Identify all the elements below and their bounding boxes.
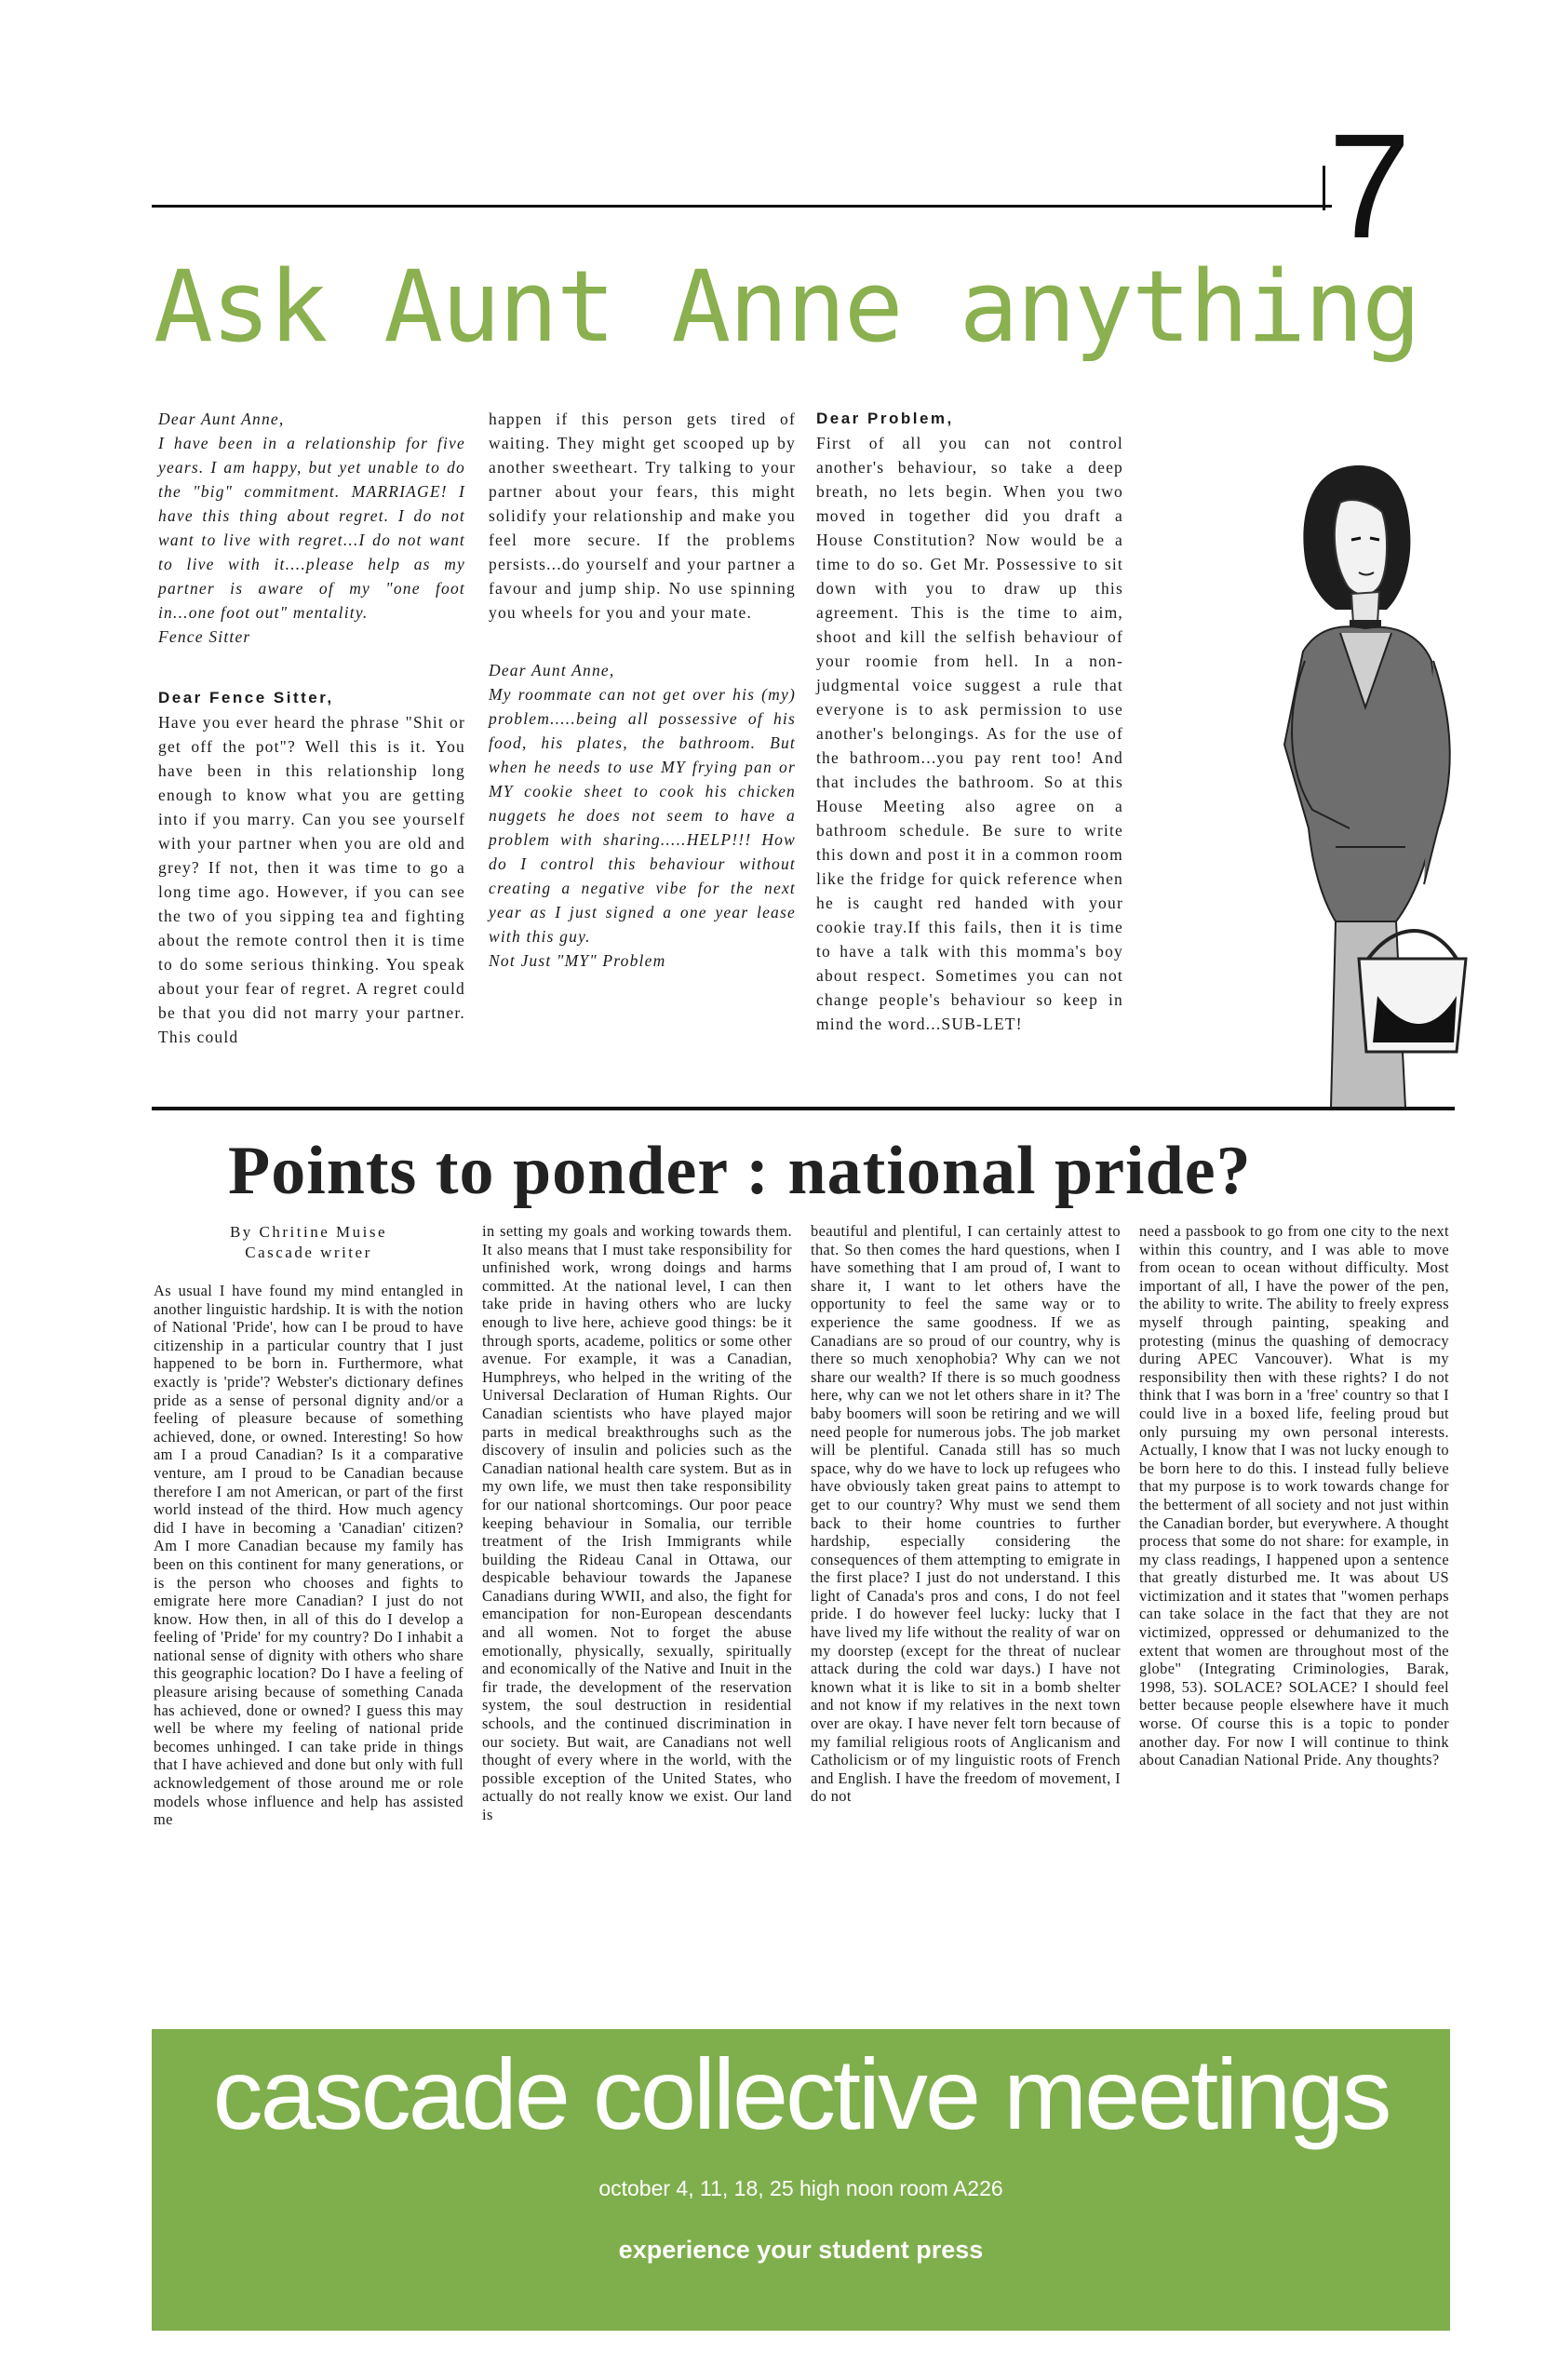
woman-with-handbag-illustration	[1247, 437, 1471, 1108]
section-divider	[152, 1107, 1455, 1110]
article-text-col3: beautiful and plentiful, I can certainly attest to that. So then comes the hard questions, when I have something that I am proud of, I want to share it, I want to let others have the opportunity to feel the same way or to experience the same goodness. If we as Canadians are so proud of our country, why is there so much xenophobia? Why can we not share our wealth? If there is so much goodness here, why can we not let others share in it? The baby boomers will soon be retiring and we will need people for numerous jobs. The job market will be plentiful. Canada still has so much space, why do we have to lock up refugees who have obviously taken great pains to attempt to get to our country? Why must we send them back to their home countries to further hardship, especially considering the consequences of them attempting to emigrate in the first place? I just do not understand. I this light of Canada's pros and cons, I do not feel pride. I do however feel lucky: lucky that I have lived my life without the reality of war on my doorstep (except for the threat of nuclear attack during the cold war days.) I have not known what it is like to sit in a bomb shelter and not know if my relatives in the next town over are okay. I have never felt torn because of my familial religious roots of Anglicanism and Catholicism or of my linguistic roots of French and English. I have the freedom of movement, I do not	[811, 1222, 1121, 1806]
letter2-salutation: Dear Aunt Anne,	[489, 661, 615, 679]
ask-column-1	[158, 407, 465, 1049]
letter2-body: My roommate can not get over his (my) problem.....being all possessive of his food, his plates, the bathroom. But when he needs to use MY frying pan or MY cookie sheet to cook his chicken nuggets he does not seem to have a problem with sharing.....HELP!!! How do I control this behaviour without creating a negative vibe for the next year as I just signed a one year lease with this guy.	[489, 685, 796, 946]
points-column-3	[811, 1222, 1121, 1806]
byline: By Chritine Muise	[229, 1223, 388, 1241]
reply2-body: First of all you can not control another's behaviour, so take a deep breath, no lets begin. When you two moved in together did you draft a House Constitution? Now would be a time to do so. Get Mr. Possessive to sit down with you to draw up this agreement. This is the time to aim, shoot and kill the selfish behaviour of your roomie from hell. In a non-judgmental voice suggest a rule that everyone is to ask permission to use another's belongings. As for the use of the bathroom...you pay rent too! And that includes the bathroom. So at this House Meeting also agree on a bathroom schedule. Be sure to write this down and post it in a common room like the fridge for quick reference when he is caught red handed with your cookie tray.If this fails, then it is time to have a talk with this momma's boy about respect. Sometimes you can not change people's behaviour so keep in mind the word...SUB-LET!	[816, 434, 1123, 1033]
meetings-banner	[152, 2029, 1450, 2331]
ask-column-2	[489, 407, 796, 973]
banner-slogan: experience your student press	[618, 2236, 984, 2264]
banner-title: cascade collective meetings	[212, 2037, 1390, 2150]
points-column-2	[482, 1222, 792, 1824]
points-column-1	[154, 1222, 464, 1829]
points-to-ponder-title: Points to ponder : national pride?	[228, 1133, 1252, 1209]
letter1-body: I have been in a relationship for five years. I am happy, but yet unable to do the "big" commitment. MARRIAGE! I have this thing about regret. I do not want to live with regret...I do not want to live with it....please help as my partner is aware of my "one foot in...one foot out" mentality.	[158, 434, 465, 622]
byline-role: Cascade writer	[245, 1244, 372, 1261]
reply2-salutation: Dear Problem,	[816, 410, 954, 427]
reply1-body-part2: happen if this person gets tired of waiting. They might get scooped up by another sweetheart. Try talking to your partner about your fears, this might solidify your relationship and make you feel more secure. If the problems persists...do yourself and your partner a favour and jump ship. No use spinning you wheels for you and your mate.	[489, 410, 796, 622]
article-text-col2: in setting my goals and working towards them. It also means that I must take responsibility for unfinished work, wrong doings and harms committed. At the national level, I can then take pride in having others who are lucky enough to live here, achieve good things: be it through sports, academe, politics or some other avenue. For example, it was a Canadian, Humphreys, who helped in the writing of the Universal Declaration of Human Rights. Our Canadian scientists who have played major parts in medical breakthroughs such as the discovery of insulin and policies such as the Canadian national health care system. But as in my own life, we must then take responsibility for our national shortcomings. Our poor peace keeping behaviour in Somalia, our terrible treatment of the Irish Immigrants while building the Rideau Canal in Ottawa, our despicable behaviour towards the Japanese Canadians during WWII, and also, the fight for emancipation for non-European descendants and all women. Not to forget the abuse emotionally, physically, sexually, spiritually and economically of the Native and Inuit in the fir trade, the development of the reservation system, the soul destruction in residential schools, and the continued discrimination in our society. But wait, are Canadians not well thought of every where in the world, with the possible exception of the United States, who actually do not really know we exist. Our land is	[482, 1222, 792, 1823]
header-rule-tick	[1323, 166, 1325, 210]
page-number: 7	[1328, 102, 1411, 269]
banner-dates: october 4, 11, 18, 25 high noon room A226	[598, 2176, 1003, 2200]
article-text-col1: As usual I have found my mind entangled in another linguistic hardship. It is with the notion of National 'Pride', how can I be proud to have citizenship in a particular country that I just happened to be born in. Furthermore, what exactly is 'pride'? Webster's dictionary defines pride as a sense of personal dignity and/or a feeling of pleasure because of something achieved, done, or owned. Interesting! So how am I a proud Canadian? Is it a comparative venture, am I proud to be Canadian because therefore I am not American, or part of the first world instead of the third. How much agency did I have in becoming a 'Canadian' citizen? Am I more Canadian because my family has been on this continent for many generations, or is the person who chooses and fights to emigrate here more Canadian? I just do not know. How then, in all of this do I develop a feeling of 'Pride' for my country? Do I inhabit a national sense of dignity with others who share this geographic location? Do I have a feeling of pleasure arising because of something Canada has achieved, done or owned? I guess this may well be where my feeling of national pride becomes unhinged. I can take pride in things that I have achieved and done but only with full acknowledgement of those around me or role models whose influence and help has assisted me	[154, 1282, 464, 1829]
ask-aunt-anne-title: Ask Aunt Anne anything	[154, 249, 1419, 364]
reply1-body-part1: Have you ever heard the phrase "Shit or get off the pot"? Well this is it. You have been in this relationship long enough to know what you are getting into if you marry. Can you see yourself with your partner when you are old and grey? If not, then it was time to go a long time ago. However, if you can see the two of you sipping tea and fighting about the remote control then it is time to do some serious thinking. You speak about your fear of regret. A regret could be that you did not marry your partner. This could	[158, 713, 465, 1046]
letter2-signature: Not Just "MY" Problem	[489, 951, 666, 970]
article-text-col4: need a passbook to go from one city to the next within this country, and I was able to move from ocean to ocean without difficulty. Most important of all, I have the power of the pen, the ability to write. The ability to freely express myself through painting, speaking and protesting (minus the quashing of democracy during APEC Vancouver). What is my responsibility then with these rights? I do not think that I was born in a 'free' country so that I could live in a boxed life, feeling proud but only pursuing my own personal interests. Actually, I know that I was not lucky enough to be born here to do this. I instead fully believe that my purpose is to work towards change for the betterment of all society and not just within the Canadian border, but everywhere. A thought process that some do not share: for example, in my class readings, I happened upon a sentence that greatly disturbed me. It was about US victimization and it states that "women perhaps can take solace in the fact that they are not victimized, oppressed or dehumanized to the extent that women are throughout most of the globe" (Integrating Criminologies, Barak, 1998, 53). SOLACE? SOLACE? I should feel better because people elsewhere have it much worse. Of course this is a topic to ponder another day. For now I will continue to think about Canadian National Pride. Any thoughts?	[1139, 1222, 1449, 1769]
letter1-signature: Fence Sitter	[158, 627, 251, 646]
letter1-salutation: Dear Aunt Anne,	[158, 410, 285, 428]
ask-column-3	[816, 407, 1123, 1036]
points-column-4	[1139, 1222, 1449, 1769]
header-rule	[152, 205, 1332, 208]
reply1-salutation: Dear Fence Sitter,	[158, 689, 334, 706]
